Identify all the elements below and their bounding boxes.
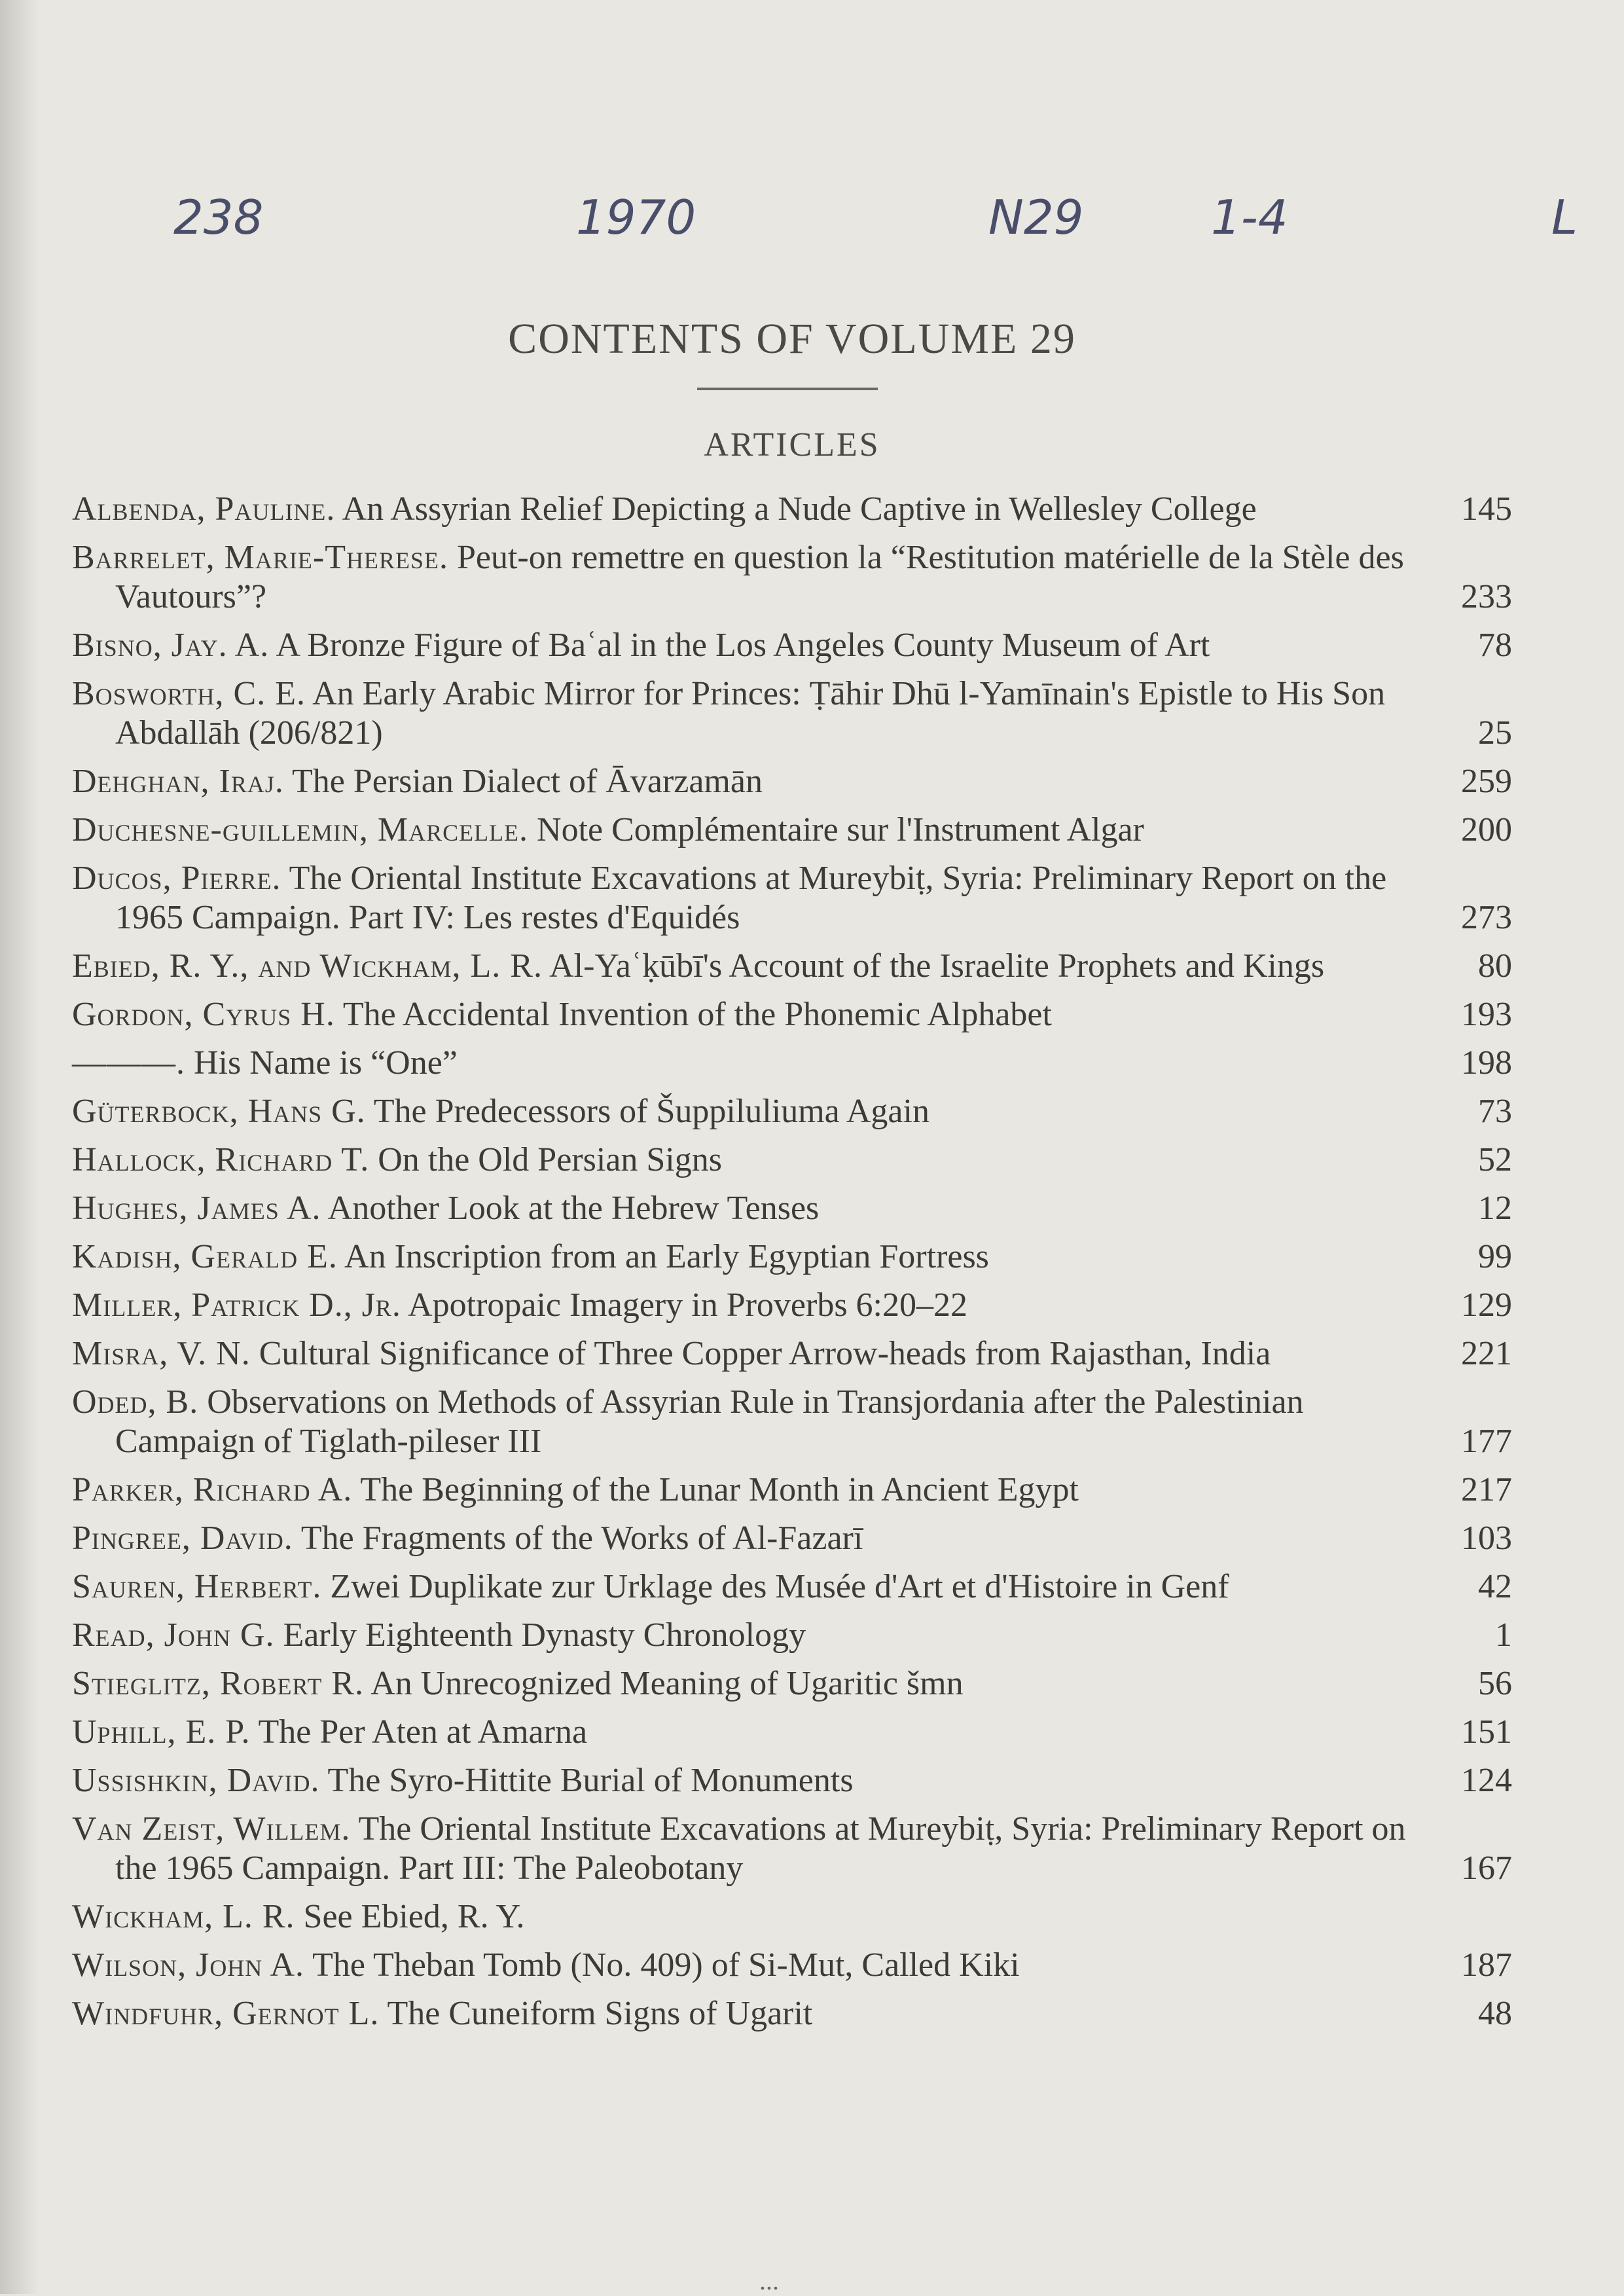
handwritten-note-1: 238 bbox=[173, 190, 264, 245]
toc-entry-page: 151 bbox=[1461, 1713, 1512, 1751]
toc-entry-title: The Oriental Institute Excavations at Mureybiṭ, Syria: Preliminary Report on the 1965 Campaign. Part IV: Les restes d'Equidés bbox=[115, 860, 1387, 936]
toc-entry-title: A Bronze Figure of Baʿal in the Los Angeles County Museum of Art bbox=[276, 627, 1210, 664]
toc-entry-text bbox=[72, 1286, 1512, 1325]
handwritten-note-3: N29 bbox=[988, 190, 1084, 245]
toc-entry-text bbox=[72, 1567, 1512, 1607]
toc-entry-author: Misra, V. N. bbox=[72, 1335, 251, 1372]
toc-entry-text bbox=[72, 1616, 1512, 1655]
toc-entry-author: ———. bbox=[72, 1044, 185, 1082]
toc-entry-text bbox=[72, 1713, 1512, 1752]
toc-entry bbox=[72, 811, 1512, 850]
toc-entry-author: Sauren, Herbert. bbox=[72, 1568, 322, 1605]
toc-entry-page: 177 bbox=[1461, 1423, 1512, 1460]
toc-entry-page: 25 bbox=[1478, 714, 1512, 752]
toc-entry-page: 56 bbox=[1478, 1665, 1512, 1702]
toc-entry bbox=[72, 538, 1512, 617]
toc-entry bbox=[72, 1237, 1512, 1277]
toc-entry-text bbox=[72, 1044, 1512, 1083]
toc-entry-text bbox=[72, 1810, 1512, 1888]
toc-entry-author: Güterbock, Hans G. bbox=[72, 1093, 366, 1130]
toc-entry-page: 217 bbox=[1461, 1471, 1512, 1508]
toc-entry bbox=[72, 762, 1512, 801]
toc-entry-page: 233 bbox=[1461, 578, 1512, 615]
toc-entry-page: 52 bbox=[1478, 1141, 1512, 1178]
toc-entry-page: 193 bbox=[1461, 996, 1512, 1033]
toc-entry-text bbox=[72, 1761, 1512, 1800]
toc-entry-author: Ducos, Pierre. bbox=[72, 860, 281, 897]
toc-entry-author: Albenda, Pauline. bbox=[72, 490, 336, 528]
toc-entry-page: 12 bbox=[1478, 1190, 1512, 1227]
toc-entry-author: Ussishkin, David. bbox=[72, 1762, 320, 1799]
title-divider bbox=[697, 388, 878, 390]
toc-entry-author: Hallock, Richard T. bbox=[72, 1141, 370, 1178]
toc-entry bbox=[72, 490, 1512, 529]
toc-entry-text bbox=[72, 995, 1512, 1034]
toc-entry bbox=[72, 626, 1512, 665]
toc-entry-title: The Predecessors of Šuppiluliuma Again bbox=[373, 1093, 929, 1130]
toc-entry-title: The Theban Tomb (No. 409) of Si-Mut, Called Kiki bbox=[312, 1946, 1020, 1984]
toc-entry-author: Windfuhr, Gernot L. bbox=[72, 1995, 380, 2032]
toc-entry-title: Observations on Methods of Assyrian Rule in Transjordania after the Palestinian Campaign of Tiglath-pileser III bbox=[115, 1383, 1304, 1460]
toc-entry-author: Wickham, L. R. bbox=[72, 1898, 295, 1935]
toc-entry-page: 273 bbox=[1461, 899, 1512, 936]
toc-entry-page: 103 bbox=[1461, 1520, 1512, 1557]
toc-entry-page: 200 bbox=[1461, 811, 1512, 848]
toc-entry-title: Apotropaic Imagery in Proverbs 6:20–22 bbox=[408, 1286, 968, 1324]
toc-entry bbox=[72, 1383, 1512, 1461]
toc-entry-author: Dehghan, Iraj. bbox=[72, 763, 284, 800]
toc-entry-author: Duchesne-guillemin, Marcelle. bbox=[72, 811, 529, 848]
toc-entry bbox=[72, 1713, 1512, 1752]
toc-entry bbox=[72, 1044, 1512, 1083]
toc-entry-author: Hughes, James A. bbox=[72, 1190, 321, 1227]
toc-entry-title: The Fragments of the Works of Al-Fazarī bbox=[300, 1520, 863, 1557]
toc-entry-title: The Syro-Hittite Burial of Monuments bbox=[327, 1762, 854, 1799]
toc-entry-author: Ebied, R. Y., and Wickham, L. R. bbox=[72, 947, 543, 985]
toc-entry-title: His Name is “One” bbox=[194, 1044, 458, 1082]
toc-entry bbox=[72, 1946, 1512, 1985]
section-heading: ARTICLES bbox=[704, 426, 880, 464]
toc-entry-author: Stieglitz, Robert R. bbox=[72, 1665, 365, 1702]
toc-entry-text bbox=[72, 762, 1512, 801]
toc-entry-text bbox=[72, 1383, 1512, 1461]
toc-entry-title: The Cuneiform Signs of Ugarit bbox=[387, 1995, 813, 2032]
toc-entry bbox=[72, 995, 1512, 1034]
toc-entry bbox=[72, 1664, 1512, 1704]
toc-entry-title: The Accidental Invention of the Phonemic Alphabet bbox=[342, 996, 1052, 1033]
toc-entry-text bbox=[72, 1470, 1512, 1510]
toc-entry-author: Miller, Patrick D., Jr. bbox=[72, 1286, 401, 1324]
toc-entry-author: Kadish, Gerald E. bbox=[72, 1238, 338, 1275]
toc-entry-page: 167 bbox=[1461, 1850, 1512, 1887]
toc-entry-title: Al-Yaʿḳūbī's Account of the Israelite Prophets and Kings bbox=[549, 947, 1325, 985]
toc-entry-author: Bosworth, C. E. bbox=[72, 675, 306, 712]
handwritten-note-2: 1970 bbox=[576, 190, 696, 245]
toc-entry-page: 145 bbox=[1461, 490, 1512, 528]
toc-entry-text bbox=[72, 1994, 1512, 2033]
toc-entry-page: 198 bbox=[1461, 1044, 1512, 1082]
toc-entry bbox=[72, 1470, 1512, 1510]
toc-entry-author: Barrelet, Marie-Therese. bbox=[72, 539, 448, 576]
toc-entry-author: Uphill, E. P. bbox=[72, 1713, 251, 1751]
toc-entry bbox=[72, 1189, 1512, 1228]
toc-entry bbox=[72, 1334, 1512, 1374]
toc-entry-page: 129 bbox=[1461, 1286, 1512, 1324]
table-of-contents bbox=[72, 490, 1512, 2043]
toc-entry-text bbox=[72, 1092, 1512, 1131]
toc-entry-author: Oded, B. bbox=[72, 1383, 199, 1421]
toc-entry-page: 187 bbox=[1461, 1946, 1512, 1984]
toc-entry bbox=[72, 1286, 1512, 1325]
handwritten-note-4: 1-4 bbox=[1211, 190, 1288, 245]
page-title: CONTENTS OF VOLUME 29 bbox=[508, 315, 1076, 363]
toc-entry bbox=[72, 1994, 1512, 2033]
toc-entry-author: Parker, Richard A. bbox=[72, 1471, 353, 1508]
toc-entry-title: An Early Arabic Mirror for Princes: Ṭāhir Dhū l-Yamīnain's Epistle to His Son Abdallāh (206/821) bbox=[115, 675, 1386, 752]
toc-entry-title: The Persian Dialect of Āvarzamān bbox=[291, 763, 763, 800]
toc-entry-title: Another Look at the Hebrew Tenses bbox=[327, 1190, 820, 1227]
toc-entry-page: 42 bbox=[1478, 1568, 1512, 1605]
toc-entry-text bbox=[72, 859, 1512, 938]
toc-entry-text bbox=[72, 1189, 1512, 1228]
toc-entry-title: Peut-on remettre en question la “Restitution matérielle de la Stèle des Vautours”? bbox=[115, 539, 1404, 615]
toc-entry-page: 124 bbox=[1461, 1762, 1512, 1799]
toc-entry-title: Early Eighteenth Dynasty Chronology bbox=[283, 1616, 806, 1654]
toc-entry-page: 48 bbox=[1478, 1995, 1512, 2032]
toc-entry-page: 73 bbox=[1478, 1093, 1512, 1130]
toc-entry bbox=[72, 1140, 1512, 1180]
toc-entry-text bbox=[72, 1946, 1512, 1985]
toc-entry-author: Gordon, Cyrus H. bbox=[72, 996, 335, 1033]
handwritten-annotations bbox=[0, 190, 1624, 282]
toc-entry-title: Zwei Duplikate zur Urklage des Musée d'Art et d'Histoire in Genf bbox=[330, 1568, 1229, 1605]
toc-entry-author: Read, John G. bbox=[72, 1616, 275, 1654]
toc-entry bbox=[72, 674, 1512, 753]
toc-entry-title: The Oriental Institute Excavations at Mureybiṭ, Syria: Preliminary Report on the 1965 Campaign. Part III: The Paleobotany bbox=[115, 1810, 1406, 1887]
toc-entry-text bbox=[72, 947, 1512, 986]
toc-entry-text bbox=[72, 490, 1512, 529]
toc-entry bbox=[72, 1519, 1512, 1558]
toc-entry-page: 221 bbox=[1461, 1335, 1512, 1372]
toc-entry-page: 1 bbox=[1495, 1616, 1512, 1654]
toc-entry bbox=[72, 1761, 1512, 1800]
toc-entry bbox=[72, 1897, 1512, 1937]
toc-entry-text bbox=[72, 811, 1512, 850]
continuation-mark: ... bbox=[759, 2266, 779, 2295]
toc-entry-title: An Inscription from an Early Egyptian Fortress bbox=[344, 1238, 989, 1275]
toc-entry-page: 259 bbox=[1461, 763, 1512, 800]
toc-entry-page: 99 bbox=[1478, 1238, 1512, 1275]
toc-entry-text bbox=[72, 1897, 1512, 1937]
toc-entry-title: See Ebied, R. Y. bbox=[303, 1898, 525, 1935]
toc-entry-title: On the Old Persian Signs bbox=[378, 1141, 722, 1178]
toc-entry bbox=[72, 1810, 1512, 1888]
toc-entry bbox=[72, 1616, 1512, 1655]
toc-entry-author: Bisno, Jay. A. bbox=[72, 627, 270, 664]
toc-entry bbox=[72, 947, 1512, 986]
toc-entry-author: Van Zeist, Willem. bbox=[72, 1810, 351, 1848]
toc-entry-text bbox=[72, 1334, 1512, 1374]
toc-entry-text bbox=[72, 538, 1512, 617]
toc-entry-title: The Per Aten at Amarna bbox=[258, 1713, 588, 1751]
toc-entry-text bbox=[72, 1519, 1512, 1558]
toc-entry-text bbox=[72, 1664, 1512, 1704]
toc-entry-title: Note Complémentaire sur l'Instrument Algar bbox=[537, 811, 1144, 848]
toc-entry-author: Pingree, David. bbox=[72, 1520, 293, 1557]
toc-entry-author: Wilson, John A. bbox=[72, 1946, 304, 1984]
toc-entry-text bbox=[72, 626, 1512, 665]
toc-entry-title: An Assyrian Relief Depicting a Nude Captive in Wellesley College bbox=[342, 490, 1257, 528]
toc-entry-text bbox=[72, 1237, 1512, 1277]
toc-entry-page: 80 bbox=[1478, 947, 1512, 985]
toc-entry-title: Cultural Significance of Three Copper Arrow-heads from Rajasthan, India bbox=[259, 1335, 1271, 1372]
toc-entry bbox=[72, 1092, 1512, 1131]
toc-entry bbox=[72, 1567, 1512, 1607]
toc-entry-text bbox=[72, 1140, 1512, 1180]
toc-entry bbox=[72, 859, 1512, 938]
toc-entry-page: 78 bbox=[1478, 627, 1512, 664]
handwritten-note-5: L bbox=[1551, 190, 1578, 245]
toc-entry-title: An Unrecognized Meaning of Ugaritic šmn bbox=[370, 1665, 964, 1702]
toc-entry-title: The Beginning of the Lunar Month in Ancient Egypt bbox=[360, 1471, 1079, 1508]
toc-entry-text bbox=[72, 674, 1512, 753]
